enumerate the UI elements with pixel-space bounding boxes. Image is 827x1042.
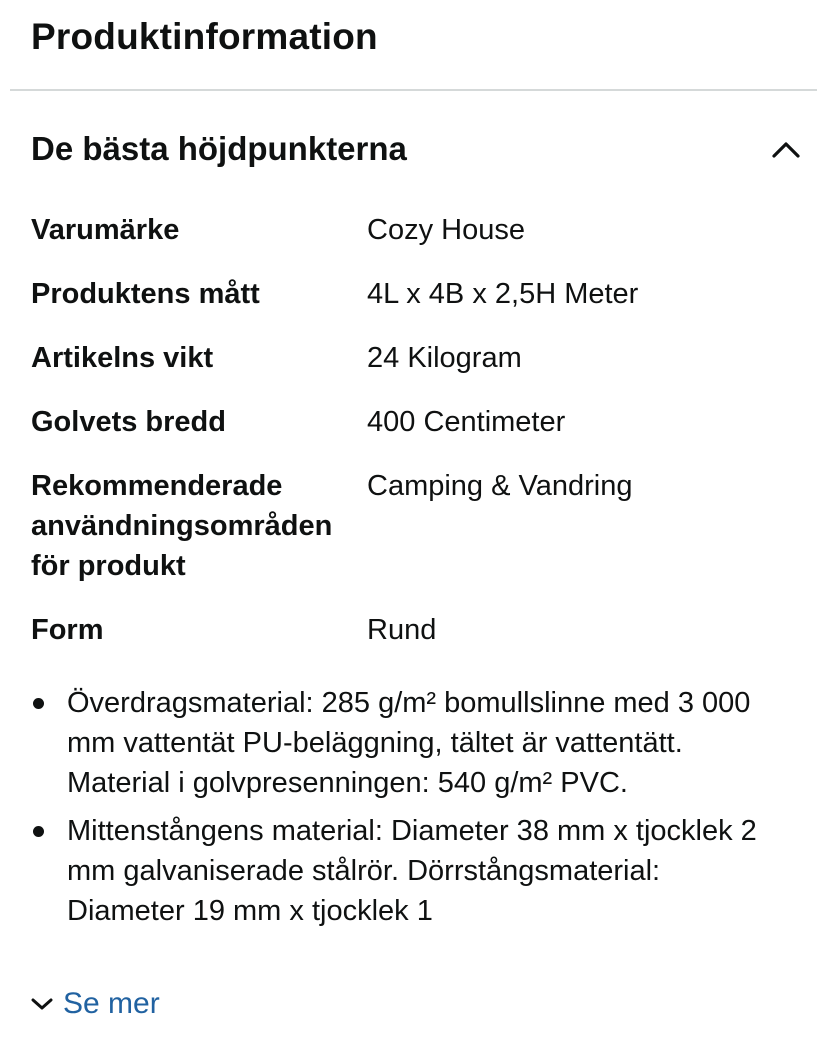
spec-label: Produktens mått <box>31 278 260 310</box>
list-item <box>31 811 776 931</box>
spec-value: 4L x 4B x 2,5H Meter <box>367 278 639 310</box>
spec-label: Rekommenderade användningsområden för produkt <box>31 470 333 582</box>
spec-row <box>31 610 801 650</box>
spec-row <box>31 210 801 250</box>
section-title: De bästa höjdpunkterna <box>31 130 407 167</box>
spec-label: Golvets bredd <box>31 406 226 438</box>
spec-value: Rund <box>367 614 437 646</box>
see-more-label[interactable]: Se mer <box>63 987 160 1020</box>
spec-value: Camping & Vandring <box>367 470 633 502</box>
bullet-icon <box>31 811 67 931</box>
spec-value: 24 Kilogram <box>367 342 522 374</box>
list-item <box>31 683 776 803</box>
spec-row <box>31 466 801 586</box>
spec-label: Artikelns vikt <box>31 342 214 374</box>
feature-bullets <box>31 683 776 960</box>
bullet-icon <box>31 683 67 803</box>
spec-value: Cozy House <box>367 214 525 246</box>
see-more-link[interactable] <box>31 987 160 1021</box>
chevron-down-icon <box>31 997 53 1011</box>
spec-table <box>31 210 801 674</box>
divider <box>10 89 817 91</box>
spec-label: Form <box>31 614 104 646</box>
spec-row <box>31 274 801 314</box>
fade-overlay <box>0 935 827 985</box>
spec-value: 400 Centimeter <box>367 406 566 438</box>
bullet-text: Överdragsmaterial: 285 g/m² bomullslinne med 3 000 mm vattentät PU-beläggning, tältet är vattentätt. Material i golvpresenningen: 540 g/m² PVC. <box>67 687 751 799</box>
bullet-text: Mittenstångens material: Diameter 38 mm x tjocklek 2 mm galvaniserade stålrör. Dörrstångsmaterial: Diameter 19 mm x tjocklek 1 <box>67 815 757 927</box>
spec-row <box>31 402 801 442</box>
section-header-highlights[interactable] <box>31 127 801 171</box>
chevron-up-icon[interactable] <box>771 139 801 159</box>
spec-label: Varumärke <box>31 214 180 246</box>
spec-row <box>31 338 801 378</box>
page-title: Produktinformation <box>31 16 378 57</box>
